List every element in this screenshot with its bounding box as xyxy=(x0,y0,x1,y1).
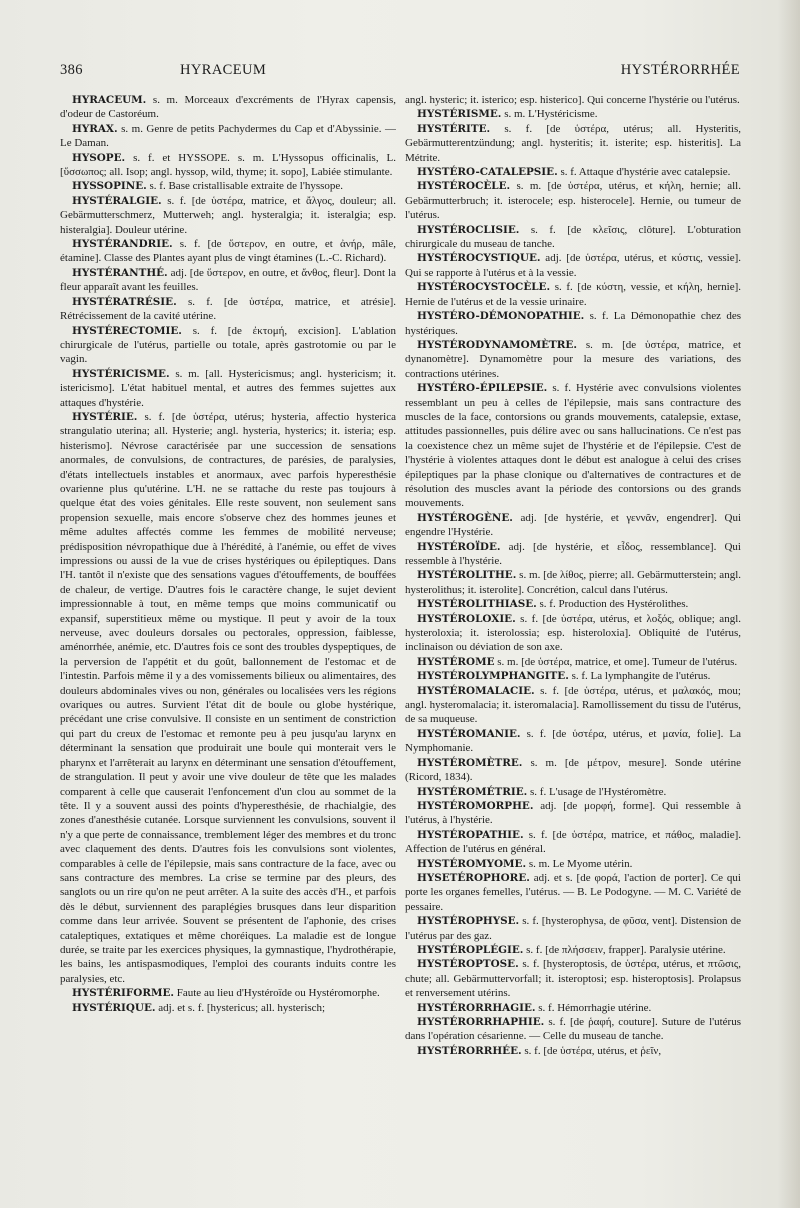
entry-headword: HYSTÉROCYSTOCÈLE. xyxy=(417,281,551,294)
entry-definition: s. m. [de ὑστέρα, utérus, et κήλη, hernie; all. Gebärmutterbruch; it. isterocele; esp. histerocele]. Hernie, ou tumeur de l'utérus. xyxy=(405,180,741,222)
entry-headword: HYSTÉROPLÉGIE. xyxy=(417,943,524,956)
dictionary-entry xyxy=(405,957,741,1000)
entry-headword: HYSTÉRO-ÉPILEPSIE. xyxy=(417,382,548,395)
entry-definition: angl. hysteric; it. isterico; esp. histerico]. Qui concerne l'hystérie ou l'utérus. xyxy=(405,94,740,106)
entry-definition: s. m. [de μέτρον, mesure]. Sonde utérine (Ricord, 1834). xyxy=(405,756,741,784)
entry-headword: HYSTÉRISME. xyxy=(417,108,502,121)
dictionary-entry xyxy=(405,338,741,381)
entry-headword: HYSTÉROMÉTRIE. xyxy=(417,785,528,798)
page-edge-shadow xyxy=(778,0,800,1208)
entry-headword: HYSTÉROMORPHE. xyxy=(417,799,534,812)
entry-definition: s. f. Hémorrhagie utérine. xyxy=(535,1001,652,1014)
entry-headword: HYSTÉRICISME. xyxy=(72,367,170,380)
entry-headword: HYSOPE. xyxy=(72,151,126,164)
dictionary-entry xyxy=(405,309,741,338)
entry-headword: HYSTÉROMANIE. xyxy=(417,727,521,740)
entry-headword: HYSTÉROLYMPHANGITE. xyxy=(417,670,569,683)
dictionary-entry xyxy=(405,943,741,957)
entry-headword: HYSTÉROCLISIE. xyxy=(417,223,520,236)
entry-definition: s. m. Le Myome utérin. xyxy=(526,857,633,870)
dictionary-entry xyxy=(405,655,741,669)
entry-headword: HYSTÉROÏDE. xyxy=(417,540,501,553)
dictionary-entry xyxy=(405,1044,741,1058)
entry-headword: HYSTÉRANTHÉ. xyxy=(72,266,168,279)
dictionary-entry xyxy=(405,540,741,569)
entry-definition: s. m. L'Hystéricisme. xyxy=(501,108,598,121)
entry-definition: s. f. [de ὑστέρα, matrice, et πάθος, maladie]. Affection de l'utérus en général. xyxy=(405,828,741,856)
entry-definition: s. f. La lymphangite de l'utérus. xyxy=(568,670,711,683)
running-head-right: HYSTÉRORRHÉE xyxy=(620,62,740,78)
dictionary-entry xyxy=(405,612,741,655)
dictionary-entry xyxy=(60,1001,396,1015)
entry-definition: s. f. [de πλήσσειν, frapper]. Paralysie utérine. xyxy=(523,943,726,956)
right-column xyxy=(405,93,741,1193)
entry-headword: HYSTÉRALGIE. xyxy=(72,194,162,207)
dictionary-entry xyxy=(60,194,396,237)
dictionary-entry xyxy=(60,266,396,295)
dictionary-entry xyxy=(60,93,396,122)
entry-definition: s. f. [de ὑστέρα, utérus, et ῥεῖν, xyxy=(521,1044,662,1057)
dictionary-entry xyxy=(60,151,396,180)
dictionary-entry xyxy=(60,295,396,324)
entry-definition: s. f. [de ὑστέρα, utérus, et λοξός, oblique; angl. hysteroloxia; it. isterolossia; esp. histeroloxia]. Obliquité de l'utérus, inclinaison ou déviation de son axe. xyxy=(405,612,741,654)
entry-definition: adj. [de ὑστέρα, utérus, et κύστις, vessie]. Qui se rapporte à l'utérus et à la vessie. xyxy=(405,252,741,279)
entry-headword: HYSTÉROCYSTIQUE. xyxy=(417,252,541,265)
entry-headword: HYSTÉRIE. xyxy=(72,410,138,423)
dictionary-entry xyxy=(405,799,741,828)
entry-headword: HYSTÉRECTOMIE. xyxy=(72,324,182,337)
entry-definition: s. f. Production des Hystérolithes. xyxy=(536,598,689,611)
dictionary-entry xyxy=(405,1001,741,1015)
entry-definition: s. f. La Démonopathie chez des hystériques. xyxy=(405,310,741,337)
entry-headword: HYRAX. xyxy=(72,122,118,135)
dictionary-entry xyxy=(405,1015,741,1044)
entry-definition: s. m. Morceaux d'excréments de l'Hyrax capensis, d'odeur de Castoréum. xyxy=(60,94,396,121)
entry-headword: HYSTÉRO-CATALEPSIE. xyxy=(417,166,558,179)
entry-headword: HYSTÉRIFORME. xyxy=(72,987,174,1000)
entry-headword: HYSTÉRO-DÉMONOPATHIE. xyxy=(417,310,585,323)
entry-definition: adj. [de ὕστερον, en outre, et ἄνθος, fleur]. Dont la fleur apparaît avant les feuilles. xyxy=(60,266,396,294)
dictionary-entry xyxy=(405,107,741,121)
entry-definition: s. f. Hystérie avec convulsions violentes ressemblant un peu à celles de l'épilepsie, mais sans contracture des muscles de la face, contorsions ou grands mouvements, catalepsie, extase, attitudes passionnelles, puis délire avec ou sans hallucinations. Ce n'est pas la coexistence chez un même sujet de l'hystérie et de l'épilepsie. C'est de l'hystérie à violentes attaques dont le début est analogue à celui des crises épileptiques par la phase clonique ou d'alternatives de contractures et de résolution des muscles avant la période des contorsions ou des grands mouvements. xyxy=(405,382,741,510)
entry-definition: s. f. [hysteroptosis, de ὑστέρα, utérus, et πτῶσις, chute; all. Gebärmuttervorfall; it. isteroptosi; esp. histeroptosis]. Prolapsus et renversement utérins. xyxy=(405,958,741,1000)
entry-definition: s. f. Attaque d'hystérie avec catalepsie. xyxy=(557,166,731,179)
entry-headword: HYSSOPINE. xyxy=(72,180,147,193)
dictionary-entry xyxy=(60,410,396,986)
entry-headword: HYSTÉRODYNAMOMÈTRE. xyxy=(417,338,577,351)
page-number: 386 xyxy=(60,62,83,78)
entry-headword: HYSTÉROPTOSE. xyxy=(417,958,519,971)
dictionary-entry xyxy=(405,179,741,222)
entry-definition: s. f. [de ὑστέρα, utérus; all. Hysteritis, Gebärmutterentzündung; angl. hysteritis; it. isterite; esp. histeritis]. La Métrite. xyxy=(405,122,741,164)
dictionary-entry xyxy=(405,597,741,611)
entry-definition: s. f. L'usage de l'Hystéromètre. xyxy=(527,785,667,798)
entry-definition: s. f. Base cristallisable extraite de l'hyssope. xyxy=(146,180,344,193)
entry-headword: HYSTÉROGÈNE. xyxy=(417,511,513,524)
entry-definition: s. f. [de ῥαφή, couture]. Suture de l'utérus dans l'opération césarienne. — Celle du museau de tanche. xyxy=(405,1016,741,1043)
entry-headword: HYSTÉRANDRIE. xyxy=(72,238,173,251)
entry-definition: adj. [de hystérie, et γεννᾶν, engendrer]. Qui engendre l'Hystérie. xyxy=(405,511,741,539)
entry-definition: s. f. [de ὑστέρα, matrice, et ἄλγος, douleur; all. Gebärmutterschmerz, Mutterweh; angl. hysteralgia; it. isteralgia; esp. histeralgia]. Douleur utérine. xyxy=(60,194,396,236)
dictionary-entry xyxy=(60,367,396,410)
entry-definition: s. f. [de ὑστέρα, utérus, et μαλακός, mou; angl. hysteromalacia; it. isteromalacia]. Ramollissement du tissu de l'utérus, de sa muqueuse. xyxy=(405,684,741,726)
dictionary-entry xyxy=(405,669,741,683)
running-head-left: HYRACEUM xyxy=(180,62,267,78)
dictionary-entry xyxy=(60,324,396,367)
entry-headword: HYSTÉROMÈTRE. xyxy=(417,756,523,769)
dictionary-entry xyxy=(405,914,741,943)
entry-headword: HYSTÉROLITHIASE. xyxy=(417,598,537,611)
entry-headword: HYSTÉROPHYSE. xyxy=(417,915,520,928)
entry-definition: s. m. [all. Hystericismus; angl. hystericism; it. istericismo]. L'état habituel mental, et autres des femmes sujettes aux attaques d'hystérie. xyxy=(60,367,396,409)
entry-definition: Faute au lieu d'Hystéroïde ou Hystéromorphe. xyxy=(174,987,380,1000)
entry-headword: HYSTÉRORRHAGIE. xyxy=(417,1001,536,1014)
entry-definition: s. m. [de ὑστέρα, matrice, et dynanomètre]. Dynamomètre pour la mesure des variations, des contractions utérines. xyxy=(405,338,741,380)
entry-headword: HYSTÉROMALACIE. xyxy=(417,684,535,697)
dictionary-entry xyxy=(405,223,741,252)
dictionary-entry xyxy=(405,122,741,165)
entry-headword: HYSTÉROPATHIE. xyxy=(417,828,524,841)
dictionary-entry xyxy=(405,871,741,914)
entry-definition: s. m. Genre de petits Pachydermes du Cap et d'Abyssinie. — Le Daman. xyxy=(60,122,396,150)
dictionary-entry xyxy=(405,511,741,540)
dictionary-entry xyxy=(405,93,741,107)
entry-definition: s. m. [de λίθος, pierre; all. Gebärmutterstein; angl. hysterolithus; it. isterolite]. Concrétion, calcul dans l'utérus. xyxy=(405,569,741,596)
entry-definition: adj. [de hystérie, et εἶδος, ressemblance]. Qui ressemble à l'hystérie. xyxy=(405,540,741,567)
entry-headword: HYSTÉRIQUE. xyxy=(72,1001,156,1014)
dictionary-entry xyxy=(60,986,396,1000)
entry-headword: HYRACEUM. xyxy=(72,94,147,106)
dictionary-entry xyxy=(405,251,741,280)
entry-headword: HYSETÉROPHORE. xyxy=(417,871,530,884)
entry-definition: s. f. [hysterophysa, de φῦσα, vent]. Distension de l'utérus par des gaz. xyxy=(405,915,741,942)
dictionary-entry xyxy=(405,785,741,799)
dictionary-entry xyxy=(60,237,396,266)
dictionary-entry xyxy=(405,381,741,511)
entry-headword: HYSTÉROME xyxy=(417,655,495,668)
dictionary-entry xyxy=(405,857,741,871)
dictionary-entry xyxy=(405,756,741,785)
entry-definition: s. m. [de ὑστέρα, matrice, et ome]. Tumeur de l'utérus. xyxy=(494,655,738,668)
entry-definition: s. f. [de κλεῖσις, clôture]. L'obturation chirurgicale du museau de tanche. xyxy=(405,223,741,251)
left-column xyxy=(60,93,396,1193)
entry-definition: s. f. [de ὑστέρα, utérus, et μανία, folie]. La Nymphomanie. xyxy=(405,727,741,755)
entry-headword: HYSTÉRATRÉSIE. xyxy=(72,295,177,308)
entry-headword: HYSTÉROMYOME. xyxy=(417,857,527,870)
dictionary-entry xyxy=(60,179,396,193)
entry-definition: s. f. [de ἐκτομή, excision]. L'ablation chirurgicale de l'utérus, partielle ou totale, après gastrotomie ou par le vagin. xyxy=(60,324,396,366)
entry-headword: HYSTÉRORRHÉE. xyxy=(417,1044,522,1057)
dictionary-entry xyxy=(405,828,741,857)
dictionary-entry xyxy=(405,727,741,756)
entry-headword: HYSTÉROLITHE. xyxy=(417,569,517,582)
entry-definition: s. f. [de κύστη, vessie, et κήλη, hernie]. Hernie de l'utérus et de la vessie urinaire. xyxy=(405,281,741,308)
entry-definition: s. f. et HYSSOPE. s. m. L'Hyssopus officinalis, L. [ὕσσωπος; all. Isop; angl. hyssop, wild, thyme; it. sopo], Labiée stimulante. xyxy=(60,151,396,179)
dictionary-entry xyxy=(405,684,741,727)
dictionary-entry xyxy=(405,280,741,309)
entry-definition: adj. et s. f. [hystericus; all. hysterisch; xyxy=(155,1001,326,1014)
page-header xyxy=(60,62,740,84)
entry-definition: adj. et s. [de φορά, l'action de porter]. Ce qui porte les organes femelles, l'utérus. — B. Le Podogyne. — M. C. Variété de pessaire. xyxy=(405,871,741,913)
dictionary-entry xyxy=(405,568,741,597)
entry-headword: HYSTÉROLOXIE. xyxy=(417,612,516,625)
dictionary-entry xyxy=(60,122,396,151)
dictionary-entry xyxy=(405,165,741,179)
entry-headword: HYSTÉRORRHAPHIE. xyxy=(417,1016,545,1028)
entry-definition: s. f. [de ὕστερον, en outre, et ἀνήρ, mâle, étamine]. Classe des Plantes ayant plus de vingt étamines (L.-C. Richard). xyxy=(60,238,396,265)
entry-definition: s. f. [de ὑστέρα, matrice, et atrésie]. Rétrécissement de la cavité utérine. xyxy=(60,295,396,323)
entry-headword: HYSTÉRITE. xyxy=(417,122,491,135)
entry-headword: HYSTÉROCÈLE. xyxy=(417,180,511,193)
entry-definition: adj. [de μορφή, forme]. Qui ressemble à l'utérus, à l'hystérie. xyxy=(405,799,741,827)
entry-definition: s. f. [de ὑστέρα, utérus; hysteria, affectio hysterica strangulatio uterina; all. Hysterie; angl. hysteria, hysterics; it. isteria; esp. histerismo]. Névrose caractérisée par une succession de sensations anormales, de convulsions, de contractures, de parésies, de paralysies, d'états intellectuels instables et anormaux, avec parfois hyperesthésie ovarienne plus qu'utérine. L'H. ne se rattache du reste pas toujours à quelque état des voies génitales. Elle reste souvent, non seulement sans propension sexuelle, mais encore s'observe chez des hommes jeunes et même adultes affectés comme les femmes de mobilité nerveuse; prédisposition névropathique due à l'hérédité, à l'anémie, ou effet de vives impressions ou aussi de la vue de crises hystériques ou épileptiques. Dans l'H. tantôt il n'existe que des sensations vagues d'étouffements, de bouffées de chaleur, de vertige. D'autres fois le caractère change, le sujet devient impressionnable à tout, en même temps que moins communicatif ou expansif, superstitieux même ou mystique. Il peut y avoir de la toux nerveuse, avec douleurs dorsales ou pectorales, oppression, faiblesse, aménorrhée, anémie, etc. D'autres fois ce sont des troubles dyspeptiques, de la perversion de l'appétit et du goût, ballonnement de l'estomac et de l'intestin. Parfois même il y a des vomissements bilieux ou alimentaires, des douleurs abdominales vives ou non, générales ou localisées vers les régions ovariques ou autres. Survient l'état dit de boule ou globe hystérique, précédant une crise convulsive. Il consiste en un sentiment de constriction qui part du creux de l'estomac et remonte peu à peu jusqu'au larynx en déterminant la sensation que produirait une boule qui monterait vers le pharynx et l'arrêterait au larynx en déterminant une sensation d'étouffement, de strangulation. Il peut y avoir une vive douleur de tête que les malades comparent à celle que causerait l'enfoncement d'un clou au sommet de la tête. Il y a souvent aussi des points d'hyperesthésie, de rhachialgie, des zones d'anesthésie cutanée. Lorsque surviennent les convulsions, souvent il n'y a que perte de connaissance, tremblement léger des membres et du tronc avec claquement des dents. D'autres fois les convulsions sont violentes, comparables à celle de l'épilepsie, mais sans contracture de la face, avec ou sans contracture des membres. La crise se termine par des pleurs, des sanglots ou un rire qu'on ne peut arrêter. A la suite des accès d'H., et parfois dès le début, surviennent des paraplégies brusques dans leur disparition comme dans leur arrivée. Souvent se présentent de l'aphonie, des crises cataleptiques, extatiques et même choréiques. La maladie est de longue durée, se traite par les exercices physiques, la gymnastique, l'hydrothérapie, les bains, les antispasmodiques, l'emploi des courants induits contre les paralysies, etc. xyxy=(60,410,396,985)
